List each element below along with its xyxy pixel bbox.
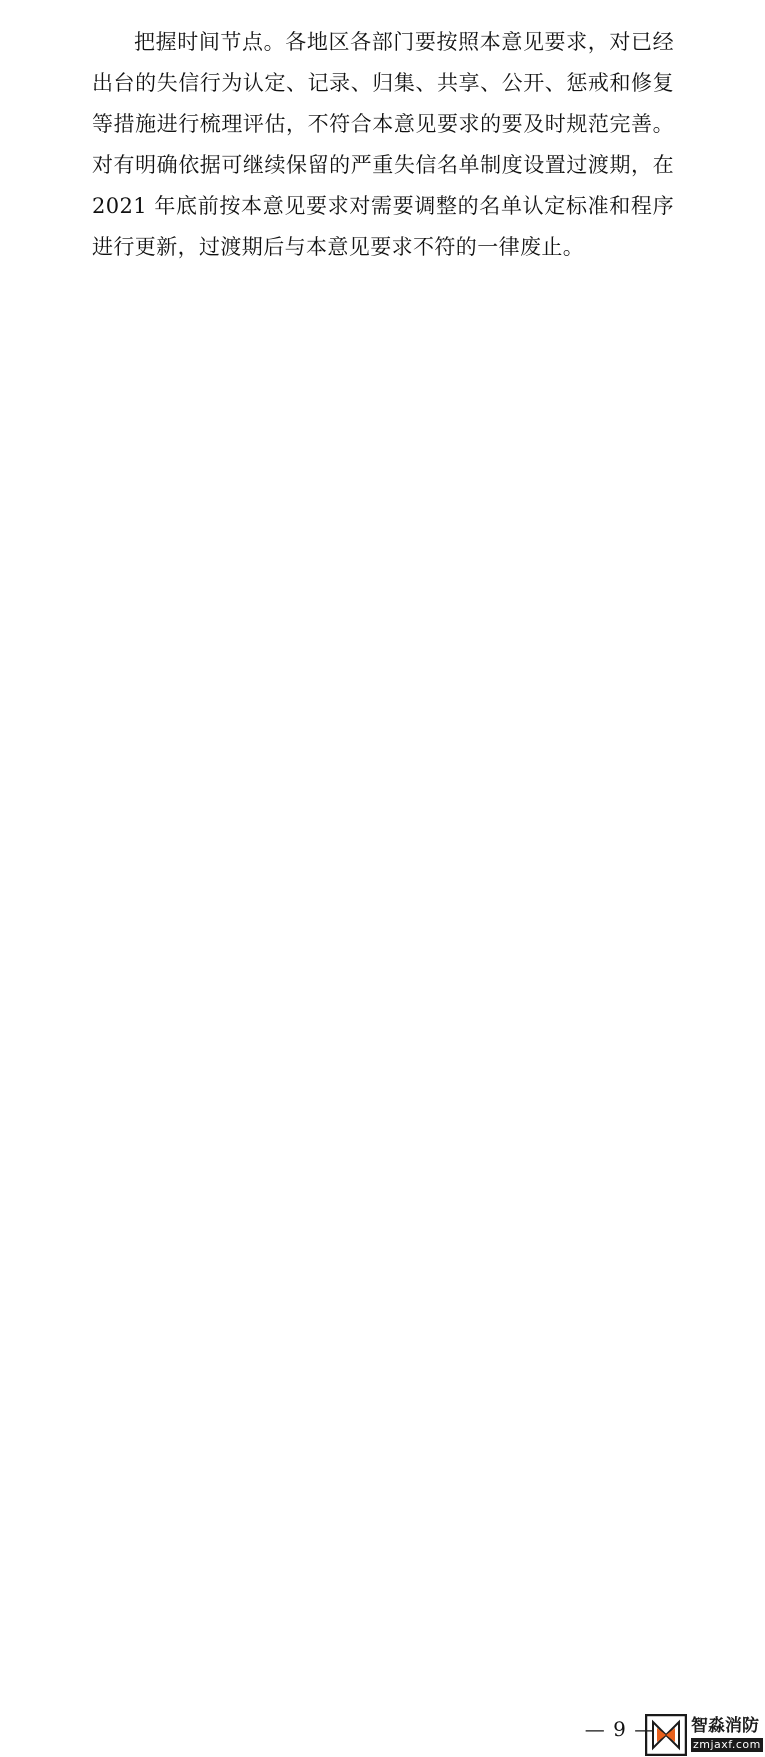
body-paragraph-container bbox=[92, 22, 674, 268]
watermark-logo-icon bbox=[645, 1714, 687, 1756]
watermark-text bbox=[691, 1718, 763, 1751]
page-footer bbox=[0, 855, 765, 1752]
watermark-title: 智淼消防 bbox=[691, 1716, 759, 1737]
watermark bbox=[645, 1713, 761, 1757]
page-number: — 9 — bbox=[584, 1717, 656, 1741]
watermark-url: zmjaxf.com bbox=[693, 1738, 761, 1752]
paragraph: 把握时间节点。各地区各部门要按照本意见要求，对已经出台的失信行为认定、记录、归集、共享、公开、惩戒和修复等措施进行梳理评估，不符合本意见要求的要及时规范完善。对有明确依据可继续保留的严重失信名单制度设置过渡期，在 2021 年底前按本意见要求对需要调整的名单认定标准和程序进行更新，过渡期后与本意见要求不符的一律废止。 bbox=[92, 30, 674, 259]
